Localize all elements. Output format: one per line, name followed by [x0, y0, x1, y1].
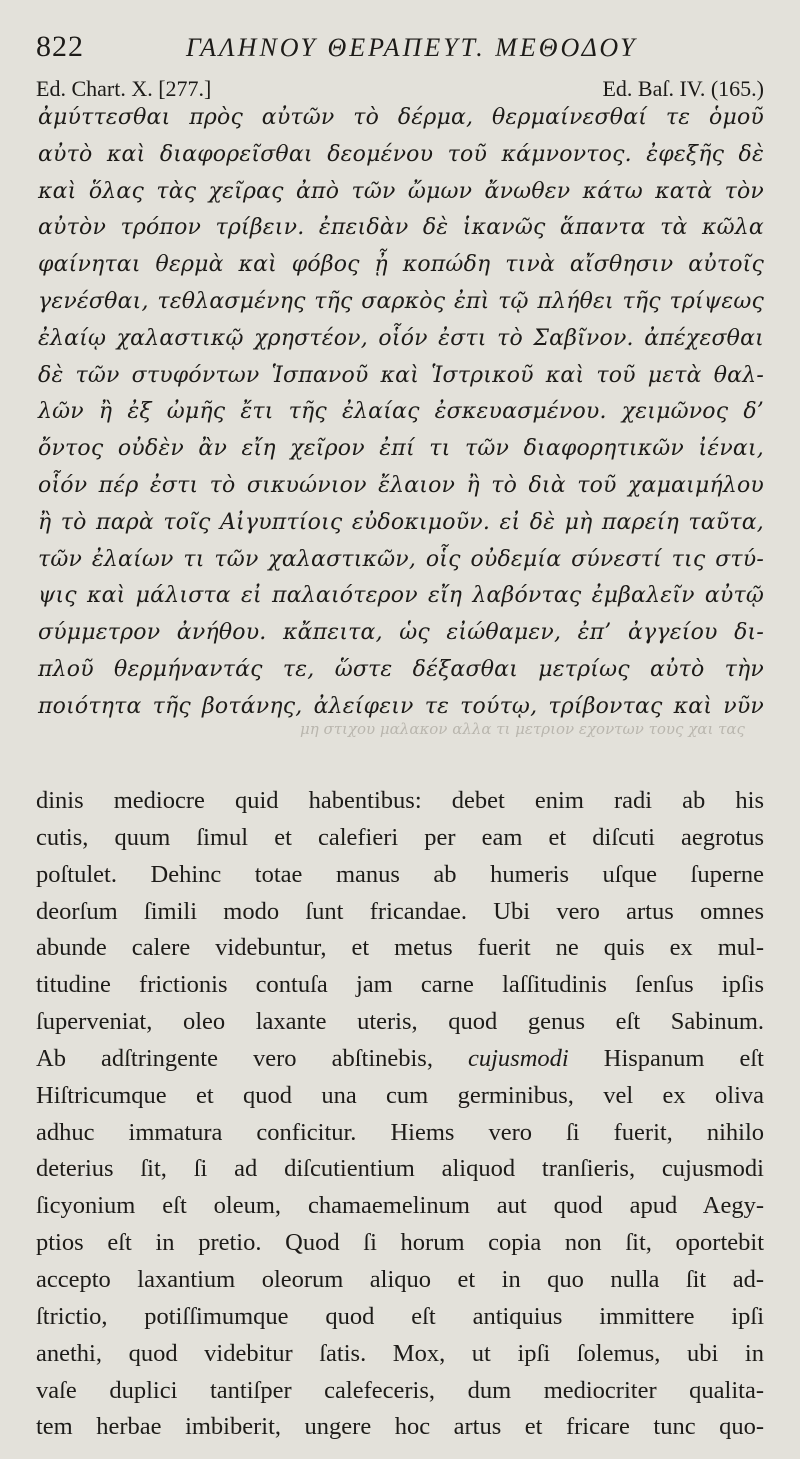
greek-line: ὄντος οὐδὲν ἂν εἴη χεῖρον ἐπί τι τῶν διαφορητικῶν ἰέναι,: [38, 436, 764, 462]
latin-line: [36, 1409, 764, 1446]
edition-chartier: Ed. Chart. X. [277.]: [36, 76, 212, 101]
line-text: dinis mediocre quid habentibus: debet enim radi ab his: [36, 787, 764, 814]
line-text: deterius ſit, ſi ad diſcutientium aliquod tranſieris, cujusmodi: [36, 1155, 764, 1183]
greek-line: πλοῦ θερμήναντάς τε, ὥστε δέξασθαι μετρίως αὐτὸ τὴν: [38, 656, 764, 682]
line-text: ptios eſt in pretio. Quod ſi horum copia non ſit, oportebit: [36, 1229, 764, 1257]
line-text: ſicyonium eſt oleum, chamaemelinum aut quod apud Aegy-: [36, 1192, 764, 1220]
latin-line: [36, 1078, 764, 1115]
greek-line: τῶν ἐλαίων τι τῶν χαλαστικῶν, οἷς οὐδεμία σύνεστί τις στύ-: [38, 546, 764, 572]
latin-line: [36, 820, 764, 857]
latin-line: [36, 930, 764, 967]
line-text: Hispanum eſt: [568, 1044, 764, 1072]
latin-line: [36, 1151, 764, 1188]
line-text: ſuperveniat, oleo laxante uteris, quod genus eſt Sabinum.: [36, 1008, 764, 1036]
page-header: [36, 30, 764, 70]
line-text: cutis, quum ſimul et calefieri per eam et diſcuti aegrotus: [36, 823, 764, 851]
line-text: Hiſtricumque et quod una cum germinibus, vel ex oliva: [36, 1081, 764, 1109]
latin-line: [36, 783, 764, 820]
latin-line: [36, 1336, 764, 1373]
edition-basel: Ed. Baſ. IV. (165.): [602, 76, 764, 101]
page-number: 822: [36, 30, 84, 63]
greek-text-block: [38, 100, 764, 726]
greek-line: ψις καὶ μάλιστα εἰ παλαιότερον εἴη λαβόντας ἐμβαλεῖν αὐτῷ: [38, 583, 764, 609]
line-text: abunde calere videbuntur, et metus fuerit ne quis ex mul-: [36, 934, 764, 962]
line-text: poſtulet. Dehinc totae manus ab humeris uſque ſuperne: [36, 860, 764, 888]
line-text: tem herbae imbiberit, ungere hoc artus et fricare tunc quo-: [36, 1413, 764, 1441]
latin-line: [36, 1262, 764, 1299]
greek-line: δὲ τῶν στυφόντων Ἱσπανοῦ καὶ Ἱστρικοῦ καὶ τοῦ μετὰ θαλ-: [38, 362, 764, 388]
greek-line: φαίνηται θερμὰ καὶ φόβος ᾖ κοπώδη τινὰ αἴσθησιν αὐτοῖς: [38, 252, 764, 278]
greek-line: λῶν ἢ ἐξ ὠμῆς ἔτι τῆς ἐλαίας ἐσκευασμένου. χειμῶνος δ’: [38, 399, 764, 425]
line-text: Ab adſtringente vero abſtinebis,: [36, 1044, 468, 1072]
greek-line: καὶ ὅλας τὰς χεῖρας ἀπὸ τῶν ὤμων ἄνωθεν κάτω κατὰ τὸν: [38, 178, 764, 204]
latin-line: [36, 857, 764, 894]
greek-line: σύμμετρον ἀνήθου. κἄπειτα, ὡς εἰώθαμεν, ἐπ’ ἀγγείου δι-: [38, 620, 764, 646]
line-text: deorſum ſimili modo ſunt fricandae. Ubi vero artus omnes: [36, 897, 764, 925]
bleed-through-line: μη στιχου μαλακον αλλα τι μετριον εχοντων τους χαι τας: [300, 720, 745, 738]
latin-line: [36, 1373, 764, 1410]
greek-line: αὐτὸ καὶ διαφορεῖσθαι δεομένου τοῦ κάμνοντος. ἐφεξῆς δὲ: [38, 141, 764, 167]
latin-line: [36, 1188, 764, 1225]
line-text: adhuc immatura conficitur. Hiems vero ſi fuerit, nihilo: [36, 1118, 764, 1146]
greek-line: ἀμύττεσθαι πρὸς αὐτῶν τὸ δέρμα, θερμαίνεσθαί τε ὁμοῦ: [38, 105, 764, 130]
latin-line: [36, 1004, 764, 1041]
line-text: titudine frictionis contuſa jam carne laſſitudinis ſenſus ipſis: [36, 971, 764, 999]
line-text: anethi, quod videbitur ſatis. Mox, ut ipſi ſolemus, ubi in: [36, 1339, 764, 1367]
line-text: vaſe duplici tantiſper calefeceris, dum mediocriter qualita-: [36, 1376, 764, 1404]
greek-line: ἢ τὸ παρὰ τοῖς Αἰγυπτίοις εὐδοκιμοῦν. εἰ δὲ μὴ παρείη ταῦτα,: [38, 509, 764, 535]
latin-line: [36, 1225, 764, 1262]
italic-word: cujusmodi: [468, 1044, 569, 1072]
greek-line: γενέσθαι, τεθλασμένης τῆς σαρκὸς ἐπὶ τῷ πλήθει τῆς τρίψεως: [38, 288, 764, 314]
greek-line: ποιότητα τῆς βοτάνης, ἀλείφειν τε τούτῳ, τρίβοντας καὶ νῦν: [38, 693, 764, 719]
latin-line: [36, 967, 764, 1004]
latin-line: [36, 894, 764, 931]
running-title: ΓΑΛΗΝΟΥ ΘΕΡΑΠΕΥΤ. ΜΕΘΟΔΟΥ: [186, 33, 638, 62]
latin-line: [36, 1115, 764, 1152]
line-text: accepto laxantium oleorum aliquo et in quo nulla ſit ad-: [36, 1265, 764, 1293]
greek-line: αὐτὸν τρόπον τρίβειν. ἐπειδὰν δὲ ἱκανῶς ἅπαντα τὰ κῶλα: [38, 215, 764, 241]
latin-line: [36, 1299, 764, 1336]
line-text: ſtrictio, potiſſimumque quod eſt antiquius immittere ipſi: [36, 1302, 764, 1330]
latin-line: [36, 1041, 764, 1078]
greek-line: ἐλαίῳ χαλαστικῷ χρηστέον, οἷόν ἐστι τὸ Σαβῖνον. ἀπέχεσθαι: [38, 325, 764, 351]
latin-text-block: [36, 783, 764, 1446]
greek-line: οἷόν πέρ ἐστι τὸ σικυώνιον ἔλαιον ἢ τὸ διὰ τοῦ χαμαιμήλου: [38, 472, 764, 498]
